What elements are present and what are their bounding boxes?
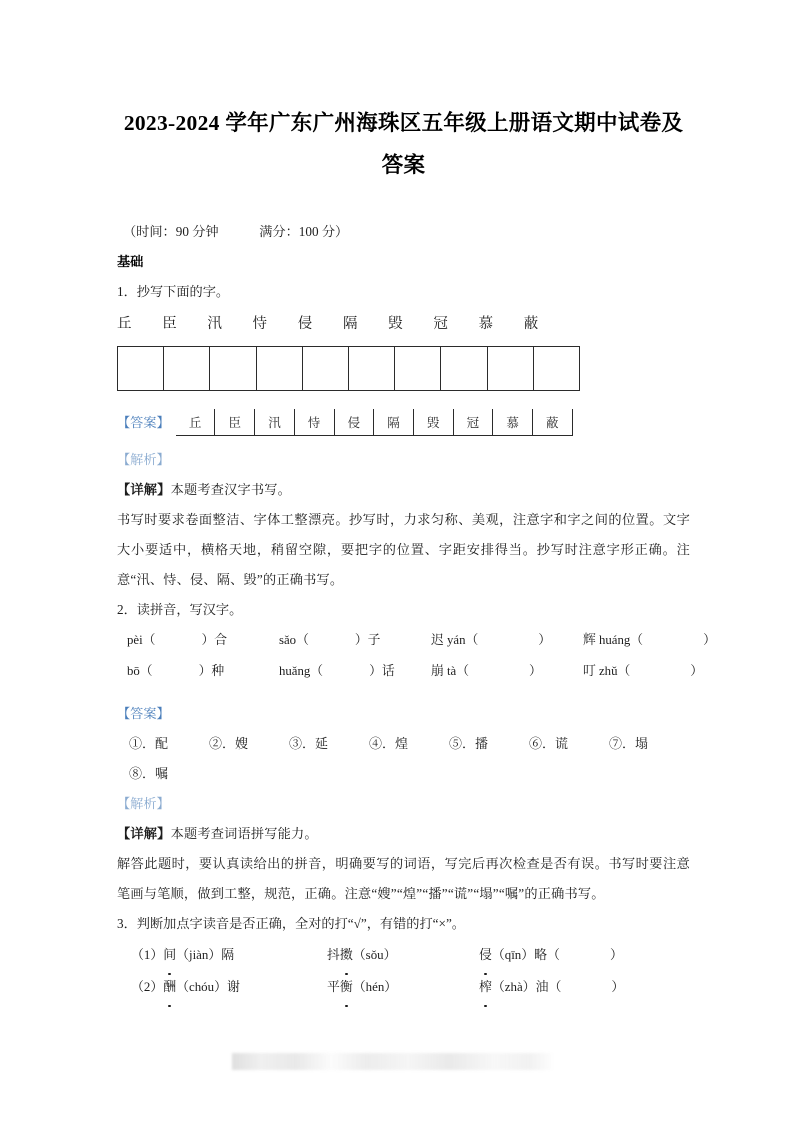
phrase-head: 抖 — [327, 948, 340, 962]
question-1-answer-grid — [176, 409, 573, 436]
answer-item: ⑤．播 — [449, 736, 489, 751]
section-heading: 基础 — [117, 254, 144, 269]
phrase-tail: 油（ — [535, 980, 562, 994]
question-2-answer-block — [117, 687, 690, 789]
answer-cell: 汛 — [255, 409, 295, 436]
phrase-tail: 隔 — [221, 948, 235, 962]
pinyin-suffix: 话 — [381, 664, 395, 678]
prompt-character: 丘 — [117, 316, 132, 332]
dotted-phrase — [479, 971, 679, 1003]
question-1-detail-line — [117, 475, 690, 505]
exam-time-label: （时间：90 分钟 — [123, 224, 219, 239]
prompt-character: 蔽 — [523, 316, 539, 332]
writing-cell[interactable] — [164, 347, 210, 391]
prompt-character: 恃 — [252, 316, 268, 332]
phrase-head: 平 — [327, 980, 340, 994]
pinyin-item: pèi（ ）合 — [127, 633, 228, 647]
pinyin-item: 辉 huáng（ ） — [583, 633, 716, 647]
pinyin-item: 崩 tà（ ） — [431, 664, 542, 678]
pinyin-item: bō（ ）种 — [127, 664, 225, 678]
pinyin-text: （hén） — [352, 980, 398, 994]
answer-item: ⑦．塌 — [609, 736, 649, 751]
spacer — [117, 186, 690, 217]
page-title: 2023-2024 学年广东广州海珠区五年级上册语文期中试卷及答案 — [123, 111, 684, 177]
answer-item: ①．配 — [129, 736, 169, 751]
pinyin-text: （chóu） — [176, 980, 227, 994]
dotted-character: 擞 — [340, 939, 353, 971]
answer-item: ③．延 — [289, 736, 329, 751]
question-2-stem: 2．读拼音，写汉字。 — [117, 602, 243, 617]
detail-tag: 【详解】 — [117, 826, 171, 841]
answer-item: ⑧．嘱 — [129, 766, 169, 781]
answer-item: ④．煌 — [369, 736, 409, 751]
writing-grid[interactable] — [117, 346, 580, 391]
question-2-detail-line — [117, 819, 690, 849]
prompt-character: 汛 — [207, 316, 222, 332]
answer-cell: 蔽 — [532, 409, 572, 436]
pinyin-prefix: 迟 — [431, 633, 444, 647]
exam-score-label: 满分：100 分） — [259, 224, 349, 239]
analysis-tag: 【解析】 — [117, 796, 170, 811]
writing-grid-wrapper — [117, 342, 690, 391]
pinyin-text: bō — [127, 664, 140, 678]
detail-intro: 本题考查汉字书写。 — [170, 482, 292, 497]
answer-item: ⑥．谎 — [529, 736, 569, 751]
answer-cell: 臣 — [215, 409, 255, 436]
pinyin-text: （zhà） — [491, 980, 536, 994]
pinyin-prefix: 叮 — [583, 664, 596, 678]
answer-tag: 【答案】 — [117, 706, 170, 721]
detail-tag: 【详解】 — [117, 482, 171, 497]
pinyin-text: pèi — [127, 633, 143, 647]
question-3-stem: 3．判断加点字读音是否正确，全对的打“√”，有错的打“×”。 — [117, 916, 465, 931]
question-1-character-list — [117, 307, 569, 342]
answer-item: ②．嫂 — [209, 736, 249, 751]
question-2-pinyin-row-1 — [117, 625, 716, 656]
writing-cell[interactable] — [441, 347, 487, 391]
table-row — [118, 347, 580, 391]
answer-tag: 【答案】 — [117, 415, 170, 430]
answer-cell: 侵 — [334, 409, 374, 436]
prompt-character: 毁 — [388, 316, 403, 332]
prompt-character: 慕 — [478, 316, 493, 332]
phrase-close: ） — [611, 980, 625, 994]
answer-cell: 冠 — [453, 409, 493, 436]
dotted-character: 衡 — [340, 971, 353, 1003]
pinyin-suffix: 子 — [367, 633, 381, 647]
pinyin-text: zhǔ — [599, 664, 618, 678]
writing-cell[interactable] — [487, 347, 533, 391]
pinyin-item: sǎo（ ）子 — [279, 633, 381, 647]
pinyin-text: （jiàn） — [176, 948, 222, 962]
writing-cell[interactable] — [256, 347, 302, 391]
phrase-tail: 谢 — [226, 980, 240, 994]
dotted-character: 间 — [163, 939, 176, 971]
prompt-character: 冠 — [433, 316, 448, 332]
phrase-tail: 略（ — [534, 948, 560, 962]
writing-cell[interactable] — [348, 347, 394, 391]
table-row — [176, 409, 572, 436]
pinyin-text: huáng — [599, 633, 631, 647]
pinyin-suffix: 合 — [214, 633, 228, 647]
pinyin-prefix: 辉 — [583, 633, 596, 647]
writing-cell[interactable] — [302, 347, 348, 391]
pinyin-prefix: 崩 — [431, 664, 444, 678]
pinyin-text: sǎo — [279, 633, 297, 647]
question-1-answer-block — [117, 391, 690, 437]
writing-cell[interactable] — [210, 347, 256, 391]
analysis-tag: 【解析】 — [117, 452, 170, 467]
pinyin-item: huǎng（ ）话 — [279, 664, 395, 678]
prompt-character: 隔 — [342, 316, 358, 332]
dotted-phrase — [327, 971, 479, 1003]
dotted-character: 榨 — [479, 971, 492, 1003]
dotted-phrase — [131, 971, 327, 1003]
question-2-answer-items — [117, 729, 677, 789]
pinyin-text: huǎng — [279, 664, 311, 678]
question-2-analysis-paragraph: 解答此题时，要认真读给出的拼音，明确要写的词语，写完后再次检查是否有误。书写时要注意笔画与笔顺，做到工整，规范，正确。注意“嫂”“煌”“播”“谎”“塌”“嘱”的正确书写。 — [117, 856, 690, 901]
prompt-character: 侵 — [297, 316, 313, 332]
question-1-analysis-paragraph: 书写时要求卷面整洁、字体工整漂亮。抄写时，力求匀称、美观，注意字和字之间的位置。文字大小要适中，横格天地，稍留空隙，要把字的位置、字距安排得当。抄写时注意字形正确。注意“汛、恃、侵、隔、毁”的正确书写。 — [117, 512, 690, 587]
dotted-phrase — [479, 939, 679, 971]
phrase-close: ） — [609, 948, 623, 962]
answer-cell: 毁 — [413, 409, 453, 436]
answer-cell: 慕 — [493, 409, 533, 436]
item-label: （1） — [131, 948, 164, 962]
answer-cell: 恃 — [294, 409, 334, 436]
writing-cell[interactable] — [118, 347, 164, 391]
question-1-stem: 1．抄写下面的字。 — [117, 284, 230, 299]
page-watermark — [232, 1053, 552, 1070]
dotted-phrase — [131, 939, 327, 971]
answer-cell: 丘 — [176, 409, 215, 436]
detail-intro: 本题考查词语拼写能力。 — [170, 826, 318, 841]
item-label: （2） — [131, 980, 164, 994]
prompt-character: 臣 — [162, 316, 177, 332]
writing-cell[interactable] — [533, 347, 579, 391]
answer-cell: 隔 — [374, 409, 414, 436]
pinyin-text: （sǒu） — [352, 948, 397, 962]
pinyin-text: tà — [447, 664, 457, 678]
question-2-pinyin-row-2 — [117, 656, 704, 687]
writing-cell[interactable] — [395, 347, 441, 391]
question-3-item-1 — [117, 939, 690, 971]
dotted-character: 酬 — [163, 971, 176, 1003]
pinyin-item: 叮 zhǔ（ ） — [583, 664, 704, 678]
exam-meta-line — [117, 217, 690, 247]
pinyin-text: yán — [447, 633, 466, 647]
dotted-character: 侵 — [479, 939, 492, 971]
spacer — [117, 437, 690, 445]
question-3-item-2 — [117, 971, 690, 1003]
pinyin-text: （qīn） — [491, 948, 535, 962]
pinyin-suffix: 种 — [211, 664, 225, 678]
pinyin-item: 迟 yán（ ） — [431, 633, 552, 647]
dotted-phrase — [327, 939, 479, 971]
